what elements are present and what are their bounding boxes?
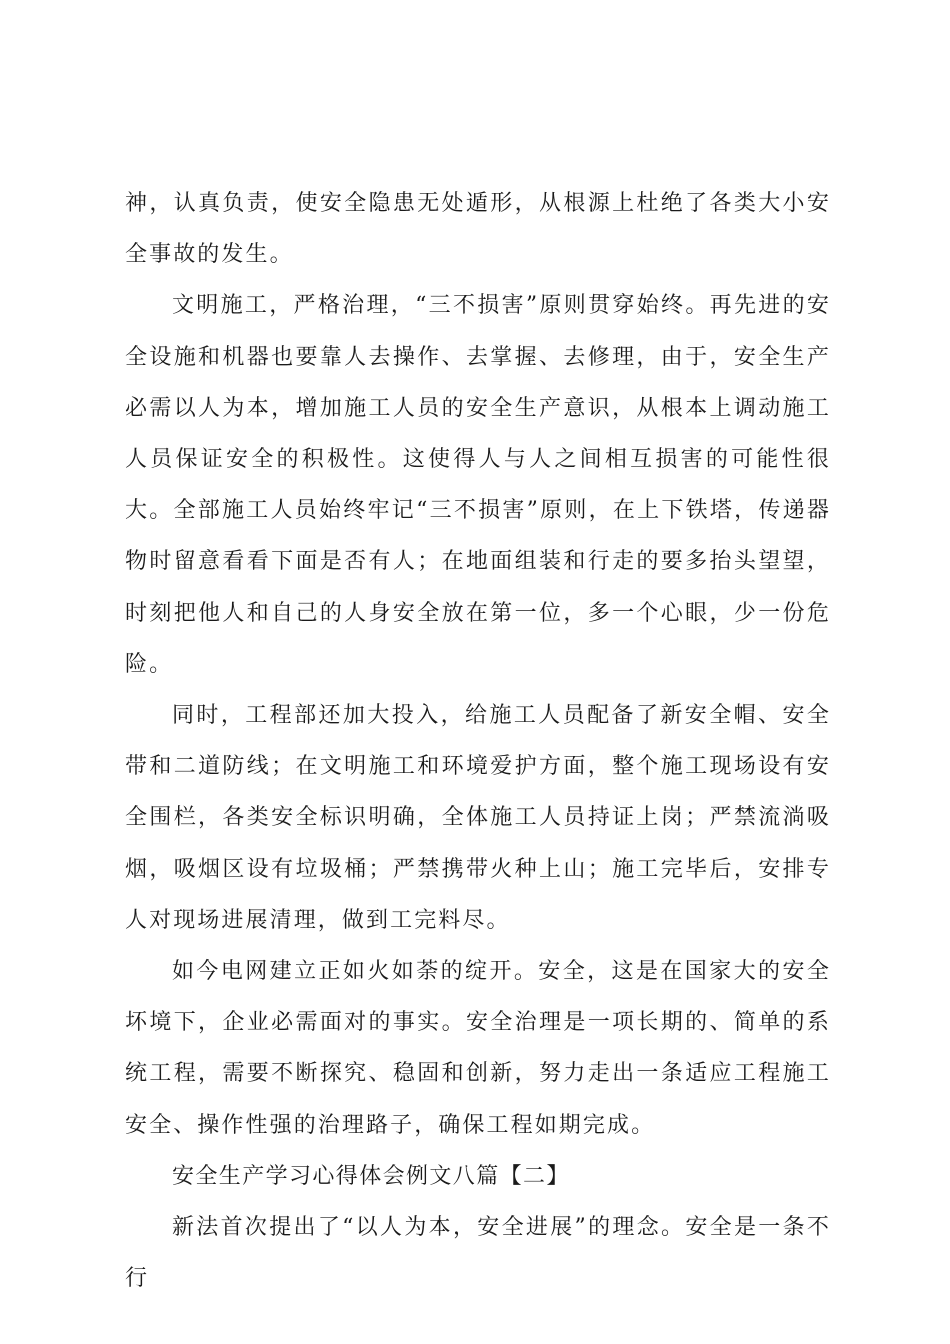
paragraph-continuation: 神，认真负责，使安全隐患无处遁形，从根源上杜绝了各类大小安全事故的发生。 — [125, 191, 831, 268]
section-heading: 安全生产学习心得体会例文八篇【二】 — [172, 1163, 570, 1189]
document-body — [125, 178, 831, 1304]
paragraph-civilized-construction: 文明施工，严格治理，“三不损害”原则贯穿始终。再先进的安全设施和机器也要靠人去操作、去掌握、去修理，由于，安全生产必需以人为本，增加施工人员的安全生产意识，从根本上调动施工人员保证安全的积极性。这使得人与人之间相互损害的可能性很大。全部施工人员始终牢记“三不损害”原则，在上下铁塔，传递器物时留意看看下面是否有人；在地面组装和行走的要多抬头望望，时刻把他人和自己的人身安全放在第一位，多一个心眼，少一份危险。 — [125, 293, 831, 677]
paragraph-new-law: 新法首次提出了“以人为本，安全进展”的理念。安全是一条不行 — [125, 1215, 831, 1292]
paragraph-power-grid: 如今电网建立正如火如荼的绽开。安全，这是在国家大的安全坏境下，企业必需面对的事实。安全治理是一项长期的、简单的系统工程，需要不断探究、稳固和创新，努力走出一条适应工程施工安全、操作性强的治理路子，确保工程如期完成。 — [125, 959, 831, 1138]
paragraph-safety-equipment: 同时，工程部还加大投入，给施工人员配备了新安全帽、安全带和二道防线；在文明施工和环境爱护方面，整个施工现场设有安全围栏，各类安全标识明确，全体施工人员持证上岗；严禁流淌吸烟，吸烟区设有垃圾桶；严禁携带火种上山；施工完毕后，安排专人对现场进展清理，做到工完料尽。 — [125, 703, 831, 933]
